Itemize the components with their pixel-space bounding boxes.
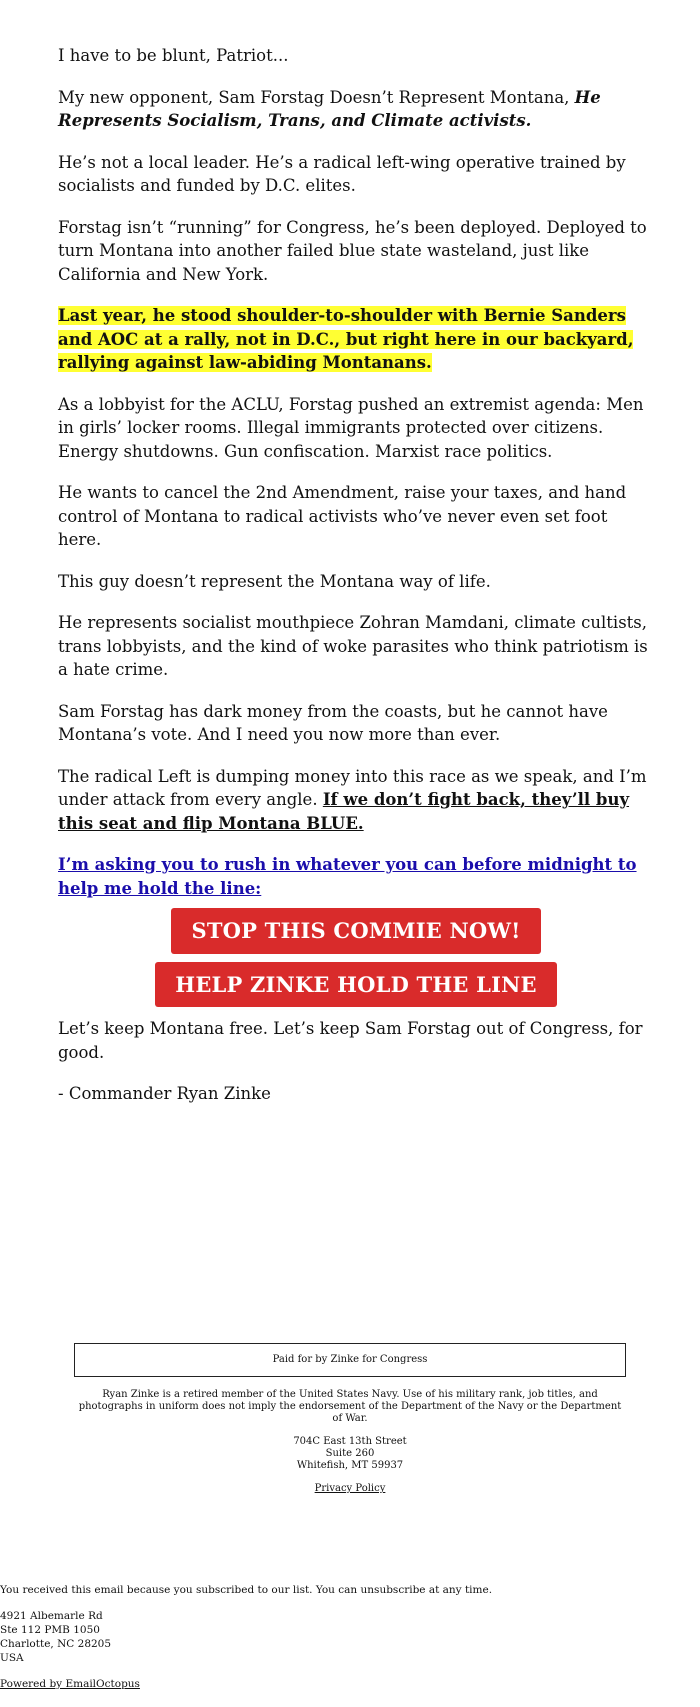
campaign-address (74, 1436, 626, 1472)
fight-back-emphasis: If we don’t fight back, they’ll buy this seat and flip Montana BLUE. (58, 790, 630, 833)
way-of-life-paragraph: This guy doesn’t represent the Montana way of life. (58, 571, 491, 591)
mailer-address (0, 1609, 700, 1665)
signature: - Commander Ryan Zinke (58, 1084, 271, 1103)
military-disclaimer: Ryan Zinke is a retired member of the United States Navy. Use of his military rank, job titles, and photographs in uniform does not imply the endorsement of the Department of the Navy or the Department of War. (78, 1389, 622, 1424)
campaign-address-line-1: 704C East 13th Street (293, 1436, 407, 1447)
ask-link[interactable]: I’m asking you to rush in whatever you can before midnight to help me hold the line: (58, 855, 637, 898)
represents-paragraph: He represents socialist mouthpiece Zohran Mamdani, climate cultists, trans lobbyists, and the kind of woke parasites who think patriotism is a hate crime. (58, 613, 648, 679)
local-leader-paragraph: He’s not a local leader. He’s a radical left-wing operative trained by socialists and funded by D.C. elites. (58, 152, 626, 195)
hold-the-line-button[interactable]: HELP ZINKE HOLD THE LINE (155, 962, 556, 1008)
dark-money-paragraph: Sam Forstag has dark money from the coasts, but he cannot have Montana’s vote. And I need you now more than ever. (58, 701, 608, 744)
subscribed-note: You received this email because you subscribed to our list. You can unsubscribe at any time. (0, 1584, 493, 1596)
campaign-footer (74, 1343, 626, 1506)
deployed-paragraph: Forstag isn’t “running” for Congress, he’s been deployed. Deployed to turn Montana into another failed blue state wasteland, just like California and New York. (58, 217, 647, 284)
rally-paragraph (58, 304, 654, 375)
button-row-1 (58, 908, 654, 954)
mailer-address-line-2: Ste 112 PMB 1050 (0, 1624, 100, 1636)
email-body (58, 44, 654, 1124)
closing-paragraph: Let’s keep Montana free. Let’s keep Sam Forstag out of Congress, for good. (58, 1019, 643, 1062)
mailer-footer (0, 1583, 700, 1703)
opponent-text: My new opponent, Sam Forstag Doesn’t Represent Montana, (58, 87, 570, 107)
stop-commie-button[interactable]: STOP THIS COMMIE NOW! (171, 908, 540, 954)
powered-by-link[interactable]: Powered by EmailOctopus (0, 1678, 140, 1690)
rally-highlight: Last year, he stood shoulder-to-shoulder with Bernie Sanders and AOC at a rally, not in D.C., but right here in our backyard, rallying against law-abiding Montanans. (58, 306, 634, 372)
opponent-paragraph (58, 86, 654, 133)
radical-left-text: The radical Left is dumping money into this race as we speak, and I’m under attack from every angle. (58, 766, 647, 809)
opponent-emphasis: He Represents Socialism, Trans, and Climate activists. (58, 87, 601, 130)
privacy-policy-link[interactable]: Privacy Policy (314, 1483, 386, 1494)
aclu-paragraph: As a lobbyist for the ACLU, Forstag pushed an extremist agenda: Men in girls’ locker rooms. Illegal immigrants protected over citizens. Energy shutdowns. Gun confiscation. Marxist race politics. (58, 394, 644, 461)
campaign-address-line-2: Suite 260 (325, 1448, 375, 1459)
greeting: I have to be blunt, Patriot... (58, 46, 289, 65)
button-row-2 (58, 962, 654, 1008)
mailer-address-line-1: 4921 Albemarle Rd (0, 1610, 103, 1622)
ask-paragraph (58, 853, 654, 900)
campaign-address-line-3: Whitefish, MT 59937 (296, 1460, 404, 1471)
mailer-address-line-4: USA (0, 1652, 24, 1664)
mailer-address-line-3: Charlotte, NC 28205 (0, 1638, 112, 1650)
privacy-row (74, 1483, 626, 1495)
radical-left-paragraph (58, 765, 654, 836)
paid-for-box: Paid for by Zinke for Congress (74, 1343, 626, 1377)
powered-by-row (0, 1677, 700, 1691)
second-amendment-paragraph: He wants to cancel the 2nd Amendment, raise your taxes, and hand control of Montana to radical activists who’ve never even set foot here. (58, 483, 627, 549)
